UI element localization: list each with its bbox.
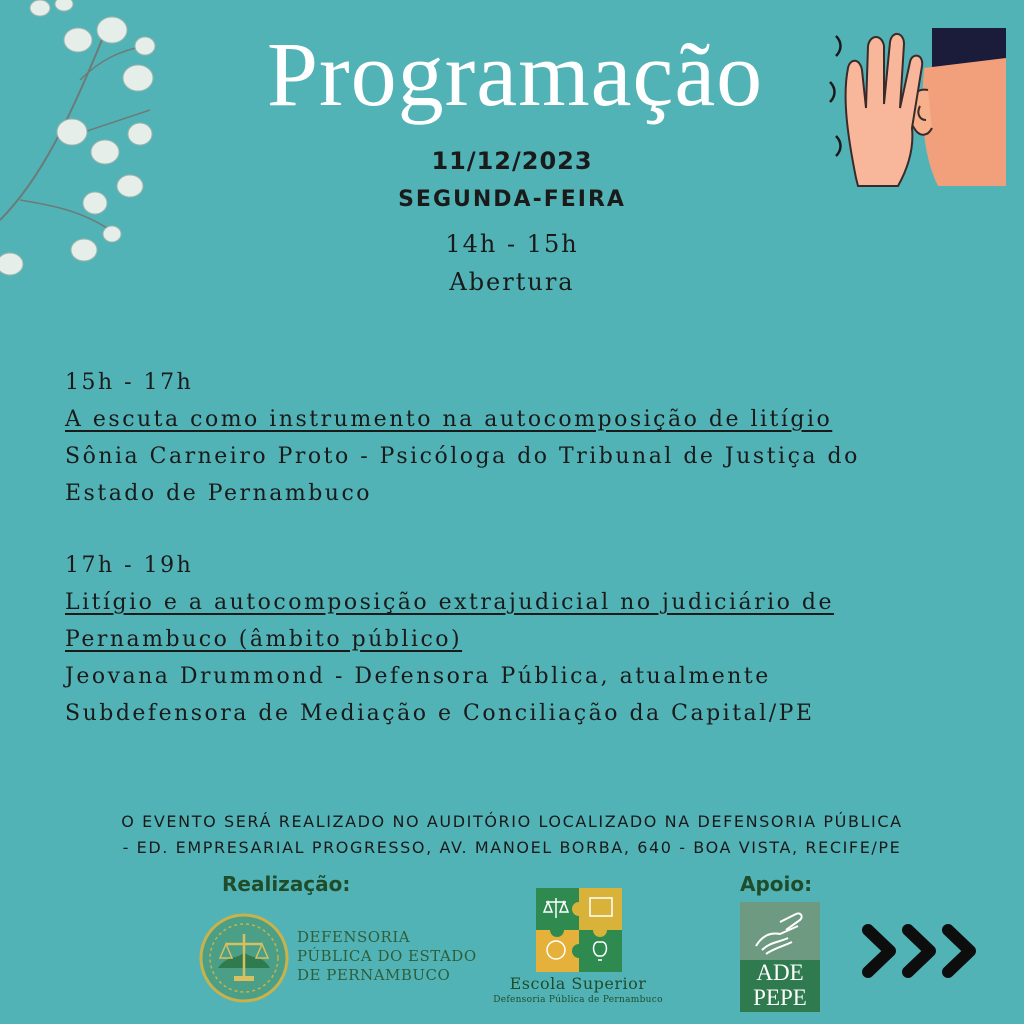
session-speaker: Sônia Carneiro Proto - Psicóloga do Tribunal de Justiça do (65, 444, 860, 469)
escola-subtitle: Defensoria Pública de Pernambuco (493, 995, 663, 1005)
adepepe-logo (740, 902, 820, 1012)
session-1 (65, 364, 965, 512)
realizacao-label: Realização: (222, 872, 351, 896)
session-title: A escuta como instrumento na autocomposição de litígio (65, 407, 833, 432)
location-line: - ED. EMPRESARIAL PROGRESSO, AV. MANOEL BORBA, 640 - BOA VISTA, RECIFE/PE (122, 838, 902, 857)
adepepe-text (740, 960, 820, 1012)
session-speaker: Jeovana Drummond - Defensora Pública, atualmente (65, 664, 771, 689)
adepepe-line: PEPE (753, 985, 807, 1010)
handshake-icon (740, 902, 820, 960)
event-weekday: SEGUNDA-FEIRA (398, 187, 626, 212)
session-time: 17h - 19h (65, 553, 194, 578)
triple-chevron-right-icon[interactable] (860, 922, 982, 980)
adepepe-emblem (740, 902, 820, 960)
session-speaker: Subdefensora de Mediação e Conciliação da Capital/PE (65, 701, 815, 726)
defensoria-line: DE PERNAMBUCO (297, 966, 451, 984)
page-title: Programação (266, 23, 764, 125)
defensoria-logo-text (297, 928, 477, 985)
defensoria-line: DEFENSORIA (297, 928, 411, 946)
location-line: O EVENTO SERÁ REALIZADO NO AUDITÓRIO LOCALIZADO NA DEFENSORIA PÚBLICA (121, 812, 903, 831)
session-speaker: Estado de Pernambuco (65, 481, 373, 506)
session-2 (65, 547, 965, 732)
session-time: 15h - 17h (65, 370, 194, 395)
adepepe-line: ADE (756, 960, 804, 985)
event-location (0, 809, 1024, 861)
event-date: 11/12/2023 (431, 147, 593, 175)
escola-name: Escola Superior (509, 974, 647, 993)
session-title: Pernambuco (âmbito público) (65, 627, 463, 652)
opening-time: 14h - 15h (445, 230, 579, 258)
defensoria-seal-icon (198, 912, 290, 1004)
escola-puzzle-logo-icon (536, 888, 622, 972)
apoio-label: Apoio: (740, 872, 813, 896)
opening-label: Abertura (449, 268, 575, 296)
defensoria-line: PÚBLICA DO ESTADO (297, 947, 477, 965)
session-title: Litígio e a autocomposição extrajudicial no judiciário de (65, 590, 835, 615)
